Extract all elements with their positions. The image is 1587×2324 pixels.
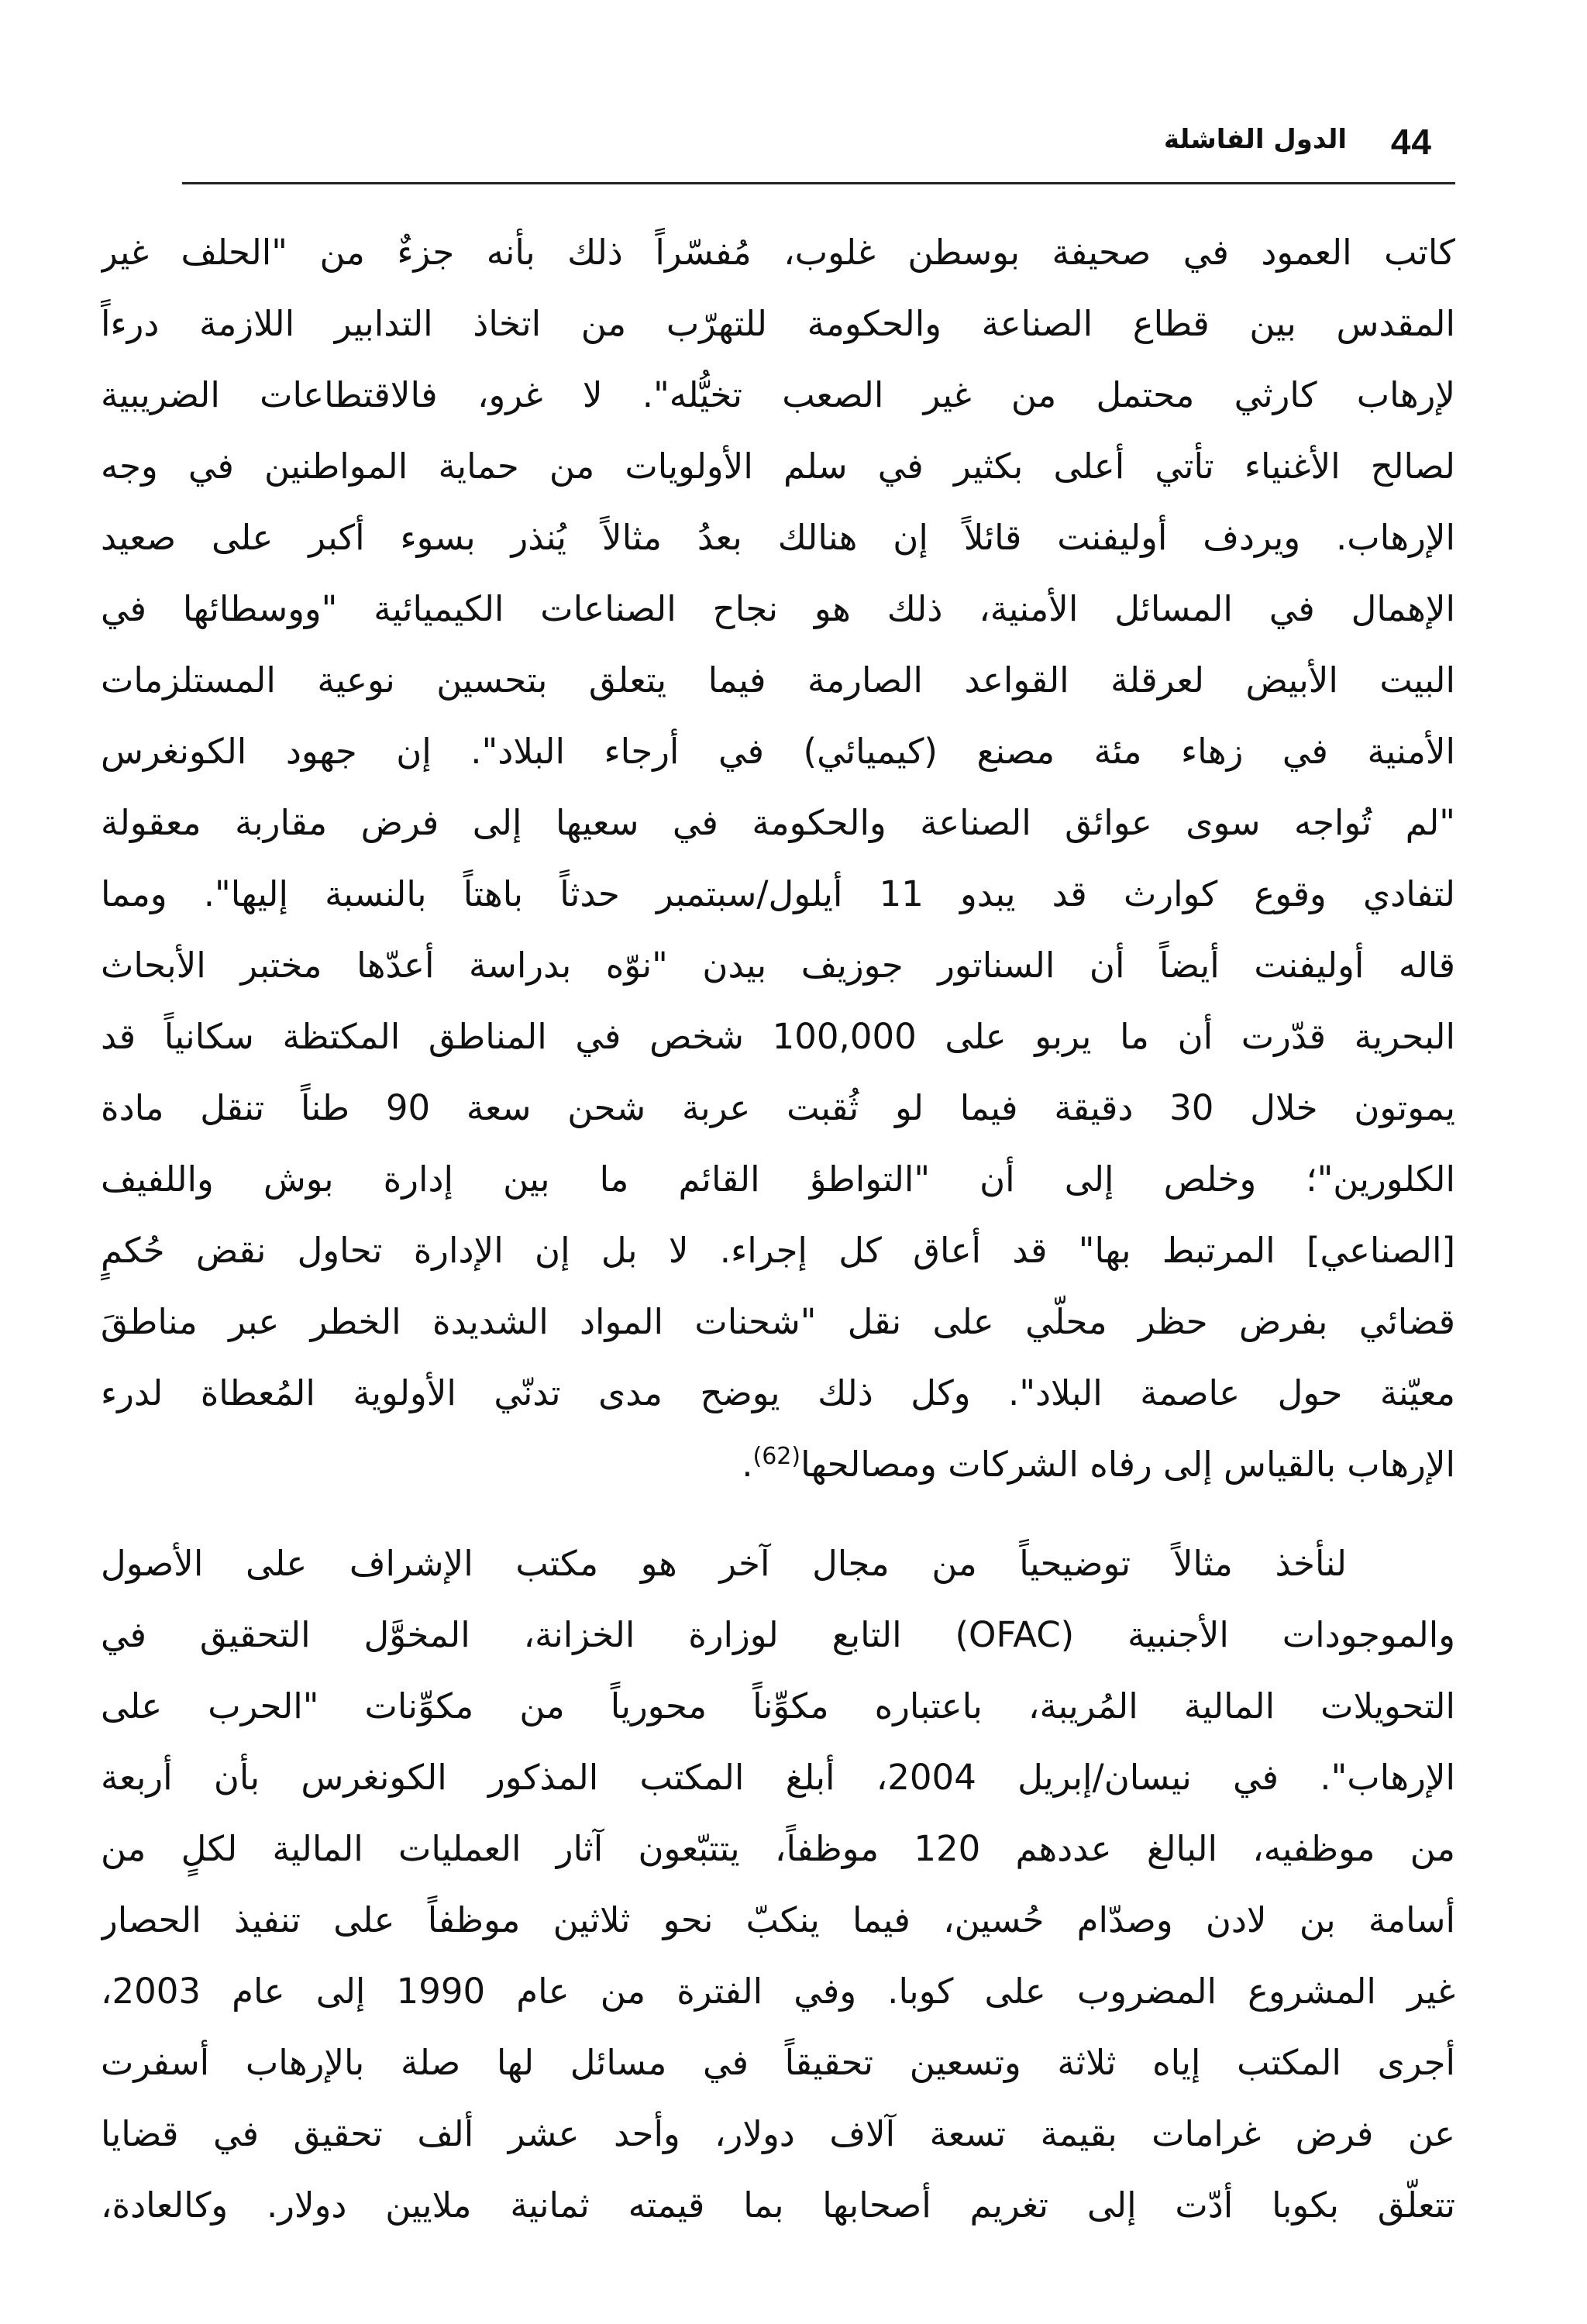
- text-line: أجرى المكتب إياه ثلاثة وتسعين تحقيقاً في مسائل لها صلة بالإرهاب أسفرت: [101, 2042, 1455, 2083]
- text-line: لإرهاب كارثي محتمل من غير الصعب تخيُّله". لا غرو، فالاقتطاعات الضريبية: [101, 374, 1455, 415]
- text-line-content: الإرهاب بالقياس إلى رفاه الشركات ومصالحها: [800, 1444, 1455, 1485]
- text-line: البحرية قدّرت أن ما يربو على 100,000 شخص في المناطق المكتظة سكانياً قد: [101, 1016, 1455, 1057]
- text-line: "لم تُواجه سوى عوائق الصناعة والحكومة في سعيها إلى فرض مقاربة معقولة: [101, 802, 1455, 843]
- text-line: الإرهاب". في نيسان/إبريل 2004، أبلغ المكتب المذكور الكونغرس بأن أربعة: [101, 1757, 1455, 1798]
- text-line: قاله أوليفنت أيضاً أن السناتور جوزيف بيدن "نوّه بدراسة أعدّها مختبر الأبحاث: [101, 945, 1455, 986]
- page-number: 44: [1390, 122, 1432, 162]
- header-rule: [182, 182, 1455, 184]
- text-line: لتفادي وقوع كوارث قد يبدو 11 أيلول/سبتمبر حدثاً باهتاً بالنسبة إليها". ومما: [101, 873, 1455, 914]
- text-line-last: [101, 1429, 1455, 1500]
- text-line: غير المشروع المضروب على كوبا. وفي الفترة من عام 1990 إلى عام 2003،: [101, 1971, 1455, 2012]
- body-text: [101, 217, 1455, 2241]
- end-punctuation: .: [742, 1444, 753, 1485]
- text-line: التحويلات المالية المُريبة، باعتباره مكوِّناً محورياً من مكوِّنات "الحرب على: [101, 1685, 1455, 1727]
- text-line: عن فرض غرامات بقيمة تسعة آلاف دولار، وأحد عشر ألف تحقيق في قضايا: [101, 2113, 1455, 2154]
- text-line: قضائي بفرض حظر محلّي على نقل "شحنات المواد الشديدة الخطر عبر مناطقَ: [101, 1301, 1455, 1342]
- text-line: معيّنة حول عاصمة البلاد". وكل ذلك يوضح مدى تدنّي الأولوية المُعطاة لدرء: [101, 1372, 1455, 1413]
- text-line: الإهمال في المسائل الأمنية، ذلك هو نجاح الصناعات الكيميائية "ووسطائها في: [101, 588, 1455, 629]
- text-line: أسامة بن لادن وصدّام حُسين، فيما ينكبّ نحو ثلاثين موظفاً على تنفيذ الحصار: [101, 1899, 1455, 1940]
- text-line: من موظفيه، البالغ عددهم 120 موظفاً، يتتبّعون آثار العمليات المالية لكلٍ من: [101, 1828, 1455, 1869]
- text-line: [الصناعي] المرتبط بها" قد أعاق كل إجراء. لا بل إن الإدارة تحاول نقض حُكمٍ: [101, 1230, 1455, 1271]
- text-line: تتعلّق بكوبا أدّت إلى تغريم أصحابها بما قيمته ثمانية ملايين دولار. وكالعادة،: [101, 2185, 1455, 2226]
- text-line: يموتون خلال 30 دقيقة فيما لو ثُقبت عربة شحن سعة 90 طناً تنقل مادة: [101, 1087, 1455, 1128]
- text-line: لصالح الأغنياء تأتي أعلى بكثير في سلم الأولويات من حماية المواطنين في وجه: [101, 446, 1455, 487]
- text-line: الأمنية في زهاء مئة مصنع (كيميائي) في أرجاء البلاد". إن جهود الكونغرس: [101, 731, 1455, 772]
- paragraph-1: [101, 217, 1455, 1500]
- text-line: المقدس بين قطاع الصناعة والحكومة للتهرّب من اتخاذ التدابير اللازمة درءاً: [101, 303, 1455, 344]
- text-line: الإرهاب. ويردف أوليفنت قائلاً إن هنالك بعدُ مثالاً يُنذر بسوء أكبر على صعيد: [101, 517, 1455, 558]
- text-line: الكلورين"؛ وخلص إلى أن "التواطؤ القائم ما بين إدارة بوش واللفيف: [101, 1159, 1455, 1200]
- running-head: [132, 116, 1455, 170]
- running-head-title: الدول الفاشلة: [1163, 124, 1347, 155]
- text-line: والموجودات الأجنبية (OFAC) التابع لوزارة الخزانة، المخوَّل التحقيق في: [101, 1614, 1455, 1655]
- paragraph-2: [101, 1528, 1455, 2241]
- text-line: كاتب العمود في صحيفة بوسطن غلوب، مُفسّراً ذلك بأنه جزءٌ من "الحلف غير: [101, 232, 1455, 273]
- text-line: البيت الأبيض لعرقلة القواعد الصارمة فيما يتعلق بتحسين نوعية المستلزمات: [101, 659, 1455, 701]
- text-line: لنأخذ مثالاً توضيحياً من مجال آخر هو مكتب الإشراف على الأصول: [101, 1543, 1347, 1584]
- footnote-reference[interactable]: (62): [752, 1443, 801, 1470]
- paragraph-gap: [101, 1500, 1455, 1528]
